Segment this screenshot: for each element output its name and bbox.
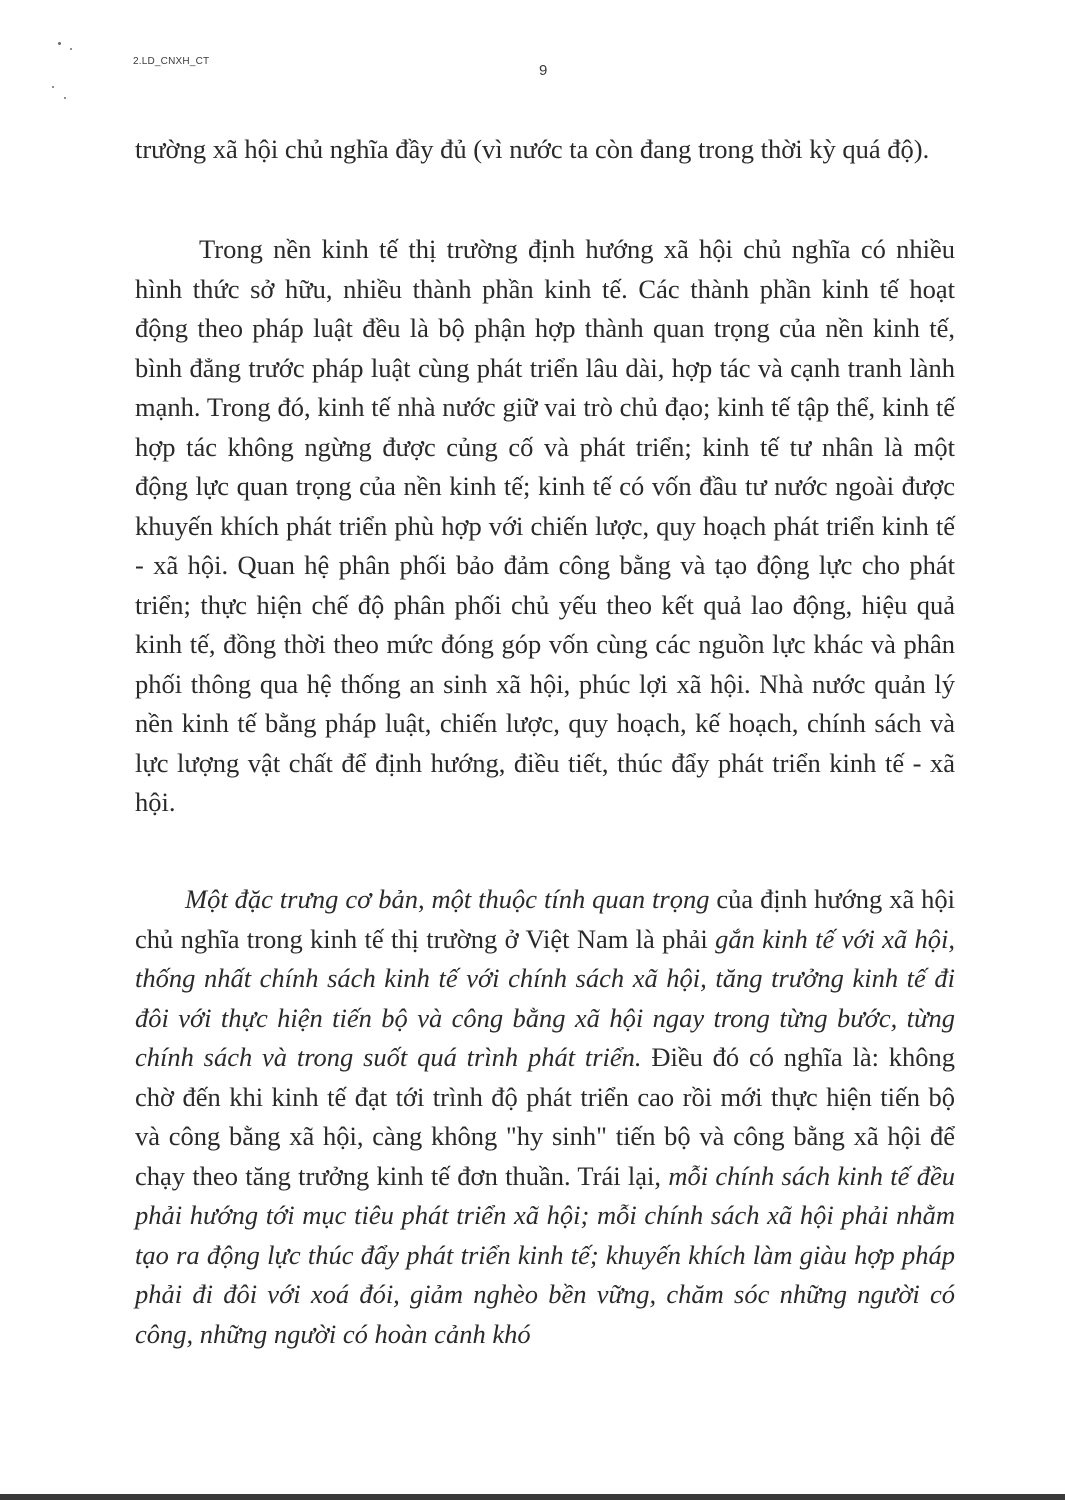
body-paragraph-2 bbox=[135, 230, 955, 823]
body-paragraph-1 bbox=[135, 130, 955, 170]
body-paragraph-3 bbox=[135, 880, 955, 1354]
plain-phrase: của định hướng xã hội chủ nghĩa trong kinh tế thị trường ở Việt Nam là phải bbox=[135, 884, 956, 954]
italic-phrase: gắn kinh tế với xã hội, thống nhất chính sách kinh tế với chính sách xã hội, tăng trưởng kinh tế đi đôi với thực hiện tiến bộ và công bằng xã hội ngay trong từng bước, từng chính sách và trong suốt quá trình phát triển. bbox=[135, 923, 955, 1072]
scan-bottom-edge bbox=[0, 1494, 1065, 1500]
paragraph-text bbox=[135, 880, 955, 1354]
italic-phrase: Một đặc trưng cơ bản, một thuộc tính quan trọng bbox=[185, 884, 710, 914]
scan-speck bbox=[52, 86, 54, 88]
page-number: 9 bbox=[539, 62, 548, 79]
paragraph-text: Trong nền kinh tế thị trường định hướng xã hội chủ nghĩa có nhiều hình thức sở hữu, nhiều thành phần kinh tế. Các thành phần kinh tế hoạt động theo pháp luật đều là bộ phận hợp thành quan trọng của nền kinh tế, bình đẳng trước pháp luật cùng phát triển lâu dài, hợp tác và cạnh tranh lành mạnh. Trong đó, kinh tế nhà nước giữ vai trò chủ đạo; kinh tế tập thể, kinh tế hợp tác không ngừng được củng cố và phát triển; kinh tế tư nhân là một động lực quan trọng của nền kinh tế; kinh tế có vốn đầu tư nước ngoài được khuyến khích phát triển phù hợp với chiến lược, quy hoạch phát triển kinh tế - xã hội. Quan hệ phân phối bảo đảm công bằng và tạo động lực cho phát triển; thực hiện chế độ phân phối chủ yếu theo kết quả lao động, hiệu quả kinh tế, đồng thời theo mức đóng góp vốn cùng các nguồn lực khác và phân phối thông qua hệ thống an sinh xã hội, phúc lợi xã hội. Nhà nước quản lý nền kinh tế bằng pháp luật, chiến lược, quy hoạch, kế hoạch, chính sách và lực lượng vật chất để định hướng, điều tiết, thúc đẩy phát triển kinh tế - xã hội. bbox=[135, 234, 955, 817]
scan-speck bbox=[58, 42, 61, 45]
scan-speck bbox=[64, 97, 66, 99]
document-code: 2.LD_CNXH_CT bbox=[133, 56, 210, 67]
paragraph-text: trường xã hội chủ nghĩa đầy đủ (vì nước ta còn đang trong thời kỳ quá độ). bbox=[135, 134, 930, 164]
scan-speck bbox=[70, 48, 72, 50]
italic-phrase: mỗi chính sách kinh tế đều phải hướng tới mục tiêu phát triển xã hội; mỗi chính sách xã hội phải nhằm tạo ra động lực thúc đẩy phát triển kinh tế; khuyến khích làm giàu hợp pháp phải đi đôi với xoá đói, giảm nghèo bền vững, chăm sóc những người có công, những người có hoàn cảnh khó bbox=[135, 1160, 955, 1349]
plain-phrase: Điều đó có nghĩa là: không chờ đến khi kinh tế đạt tới trình độ phát triển cao rồi mới thực hiện tiến bộ và công bằng xã hội, càng không "hy sinh" tiến bộ và công bằng xã hội để chạy theo tăng trưởng kinh tế đơn thuần. Trái lại, bbox=[135, 1042, 955, 1191]
